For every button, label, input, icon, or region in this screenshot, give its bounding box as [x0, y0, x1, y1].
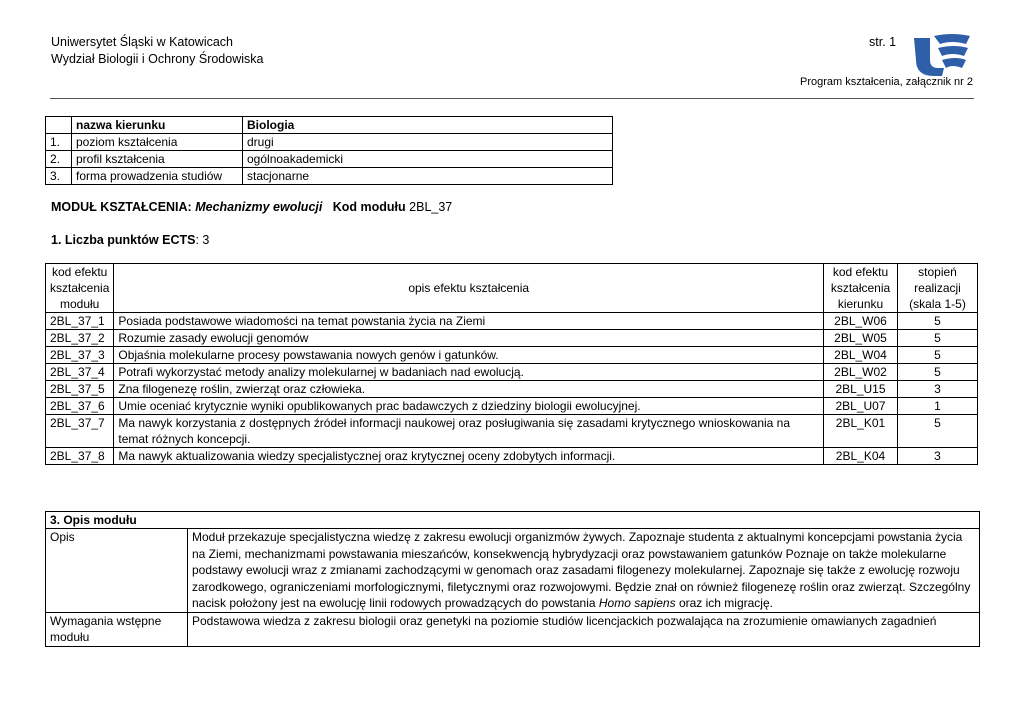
program-info-table — [45, 116, 613, 185]
row-number: 3. — [46, 168, 72, 185]
effect-dir-code: 2BL_W05 — [824, 330, 898, 347]
effect-code: 2BL_37_3 — [46, 347, 114, 364]
effect-level: 5 — [898, 313, 978, 330]
effect-dir-code: 2BL_K01 — [824, 415, 898, 448]
module-code-label: Kod modułu — [332, 200, 406, 214]
effect-dir-code: 2BL_K04 — [824, 448, 898, 465]
table-row — [46, 415, 978, 448]
university-logo-icon — [912, 32, 972, 78]
effect-desc: Potrafi wykorzystać metody analizy molekularnej w badaniach nad ewolucją. — [114, 364, 824, 381]
module-name: Mechanizmy ewolucji — [195, 200, 323, 214]
ects-label: 1. Liczba punktów ECTS — [51, 233, 196, 247]
table-row — [46, 313, 978, 330]
effect-level: 3 — [898, 381, 978, 398]
info-value: stacjonarne — [243, 168, 613, 185]
effect-level: 3 — [898, 448, 978, 465]
table-row — [46, 398, 978, 415]
faculty-name: Wydział Biologii i Ochrony Środowiska — [51, 52, 264, 66]
effect-dir-code: 2BL_U15 — [824, 381, 898, 398]
effect-level: 5 — [898, 347, 978, 364]
effect-desc: Rozumie zasady ewolucji genomów — [114, 330, 824, 347]
description-text — [188, 529, 980, 613]
university-name: Uniwersytet Śląski w Katowicach — [51, 35, 234, 49]
effect-dir-code: 2BL_W04 — [824, 347, 898, 364]
effect-level: 1 — [898, 398, 978, 415]
requirements-label: Wymagania wstępne modułu — [46, 612, 188, 646]
table-row — [46, 330, 978, 347]
effect-desc: Umie oceniać krytycznie wyniki opublikowanych prac badawczych z dziedziny biologii ewolucyjnej. — [114, 398, 824, 415]
ects-value: : 3 — [195, 233, 210, 247]
row-number: 2. — [46, 151, 72, 168]
header-description: opis efektu kształcenia — [114, 264, 824, 313]
effect-code: 2BL_37_7 — [46, 415, 114, 448]
ects-line — [51, 233, 209, 247]
module-description-table — [45, 511, 980, 647]
table-row — [46, 364, 978, 381]
effect-dir-code: 2BL_W02 — [824, 364, 898, 381]
description-title: 3. Opis modułu — [46, 512, 980, 529]
effect-code: 2BL_37_2 — [46, 330, 114, 347]
effect-desc: Zna filogenezę roślin, zwierząt oraz człowieka. — [114, 381, 824, 398]
effect-desc: Ma nawyk korzystania z dostępnych źródeł informacji naukowej oraz posługiwania się zasadami krytycznego wnioskowania na temat różnych koncepcji. — [114, 415, 824, 448]
effect-level: 5 — [898, 330, 978, 347]
info-value: ogólnoakademicki — [243, 151, 613, 168]
table-row — [46, 448, 978, 465]
info-label: poziom kształcenia — [72, 134, 243, 151]
effect-desc: Posiada podstawowe wiadomości na temat powstania życia na Ziemi — [114, 313, 824, 330]
description-label: Opis — [46, 529, 188, 613]
requirements-text: Podstawowa wiedza z zakresu biologii oraz genetyki na poziomie studiów licencjackich pozwalająca na zrozumienie omawianych zagadnień — [188, 612, 980, 646]
module-label: MODUŁ KSZTAŁCENIA: — [51, 200, 192, 214]
effect-code: 2BL_37_4 — [46, 364, 114, 381]
table-row — [46, 347, 978, 364]
effect-dir-code: 2BL_W06 — [824, 313, 898, 330]
info-label: profil kształcenia — [72, 151, 243, 168]
module-code: 2BL_37 — [409, 200, 453, 214]
page-number: str. 1 — [869, 35, 897, 49]
info-value: drugi — [243, 134, 613, 151]
row-number: 1. — [46, 134, 72, 151]
module-title — [51, 200, 452, 214]
learning-effects-table — [45, 263, 978, 465]
program-label: Program kształcenia, załącznik nr 2 — [800, 76, 974, 88]
direction-name-value: Biologia — [243, 117, 613, 134]
effect-dir-code: 2BL_U07 — [824, 398, 898, 415]
header-module-code: kod efektu kształcenia modułu — [46, 264, 114, 313]
table-row — [46, 381, 978, 398]
header-direction-code: kod efektu kształcenia kierunku — [824, 264, 898, 313]
info-label: forma prowadzenia studiów — [72, 168, 243, 185]
direction-name-label: nazwa kierunku — [72, 117, 243, 134]
description-text-part: Moduł przekazuje specjalistyczna wiedzę z zakresu ewolucji organizmów żywych. Zapoznaje studenta z aktualnymi koncepcjami powstania życia na Ziemi, mechanizmami powstawania mieszańców, konsekwencją hybrydyzacji oraz powstawaniem gatunków Poznaje on także molekularne podstawy ewolucji wraz z zmianami zachodzącymi w genomach oraz zasadami filogenezy molekularnej. Zapoznaje się także z ewolucję rozwoju zarodkowego, ograniczeniami morfologicznymi, filetycznymi oraz rozwojowymi. Będzie znał on również filogenezę roślin oraz zwierząt. Szczególny nacisk położony jest na ewolucję linii rodowych prowadzących do powstania — [192, 530, 971, 610]
effect-desc: Ma nawyk aktualizowania wiedzy specjalistycznej oraz krytycznej oceny zdobytych informacji. — [114, 448, 824, 465]
description-italic: Homo sapiens — [598, 596, 676, 610]
header-rule — [50, 98, 974, 99]
effect-code: 2BL_37_1 — [46, 313, 114, 330]
effect-code: 2BL_37_5 — [46, 381, 114, 398]
effect-code: 2BL_37_6 — [46, 398, 114, 415]
effect-level: 5 — [898, 415, 978, 448]
header-level: stopień realizacji (skala 1-5) — [898, 264, 978, 313]
effect-code: 2BL_37_8 — [46, 448, 114, 465]
description-text-end: oraz ich migrację. — [675, 596, 773, 610]
effect-desc: Objaśnia molekularne procesy powstawania nowych genów i gatunków. — [114, 347, 824, 364]
effect-level: 5 — [898, 364, 978, 381]
